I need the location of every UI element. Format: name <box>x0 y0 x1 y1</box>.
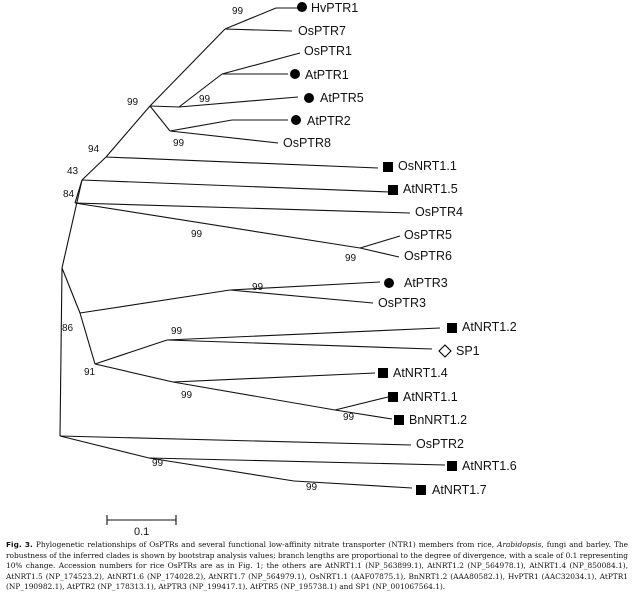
filled-circle-marker <box>297 2 307 12</box>
bootstrap-value: 99 <box>127 97 139 108</box>
leaf-label: OsPTR6 <box>404 249 452 263</box>
leaf-label: AtPTR5 <box>320 91 364 105</box>
bootstrap-value: 99 <box>181 390 193 401</box>
tree-branch <box>170 131 278 143</box>
filled-square-marker <box>378 368 388 378</box>
leaf-label: AtPTR2 <box>307 114 351 128</box>
scale-bar <box>107 515 176 525</box>
tree-branch <box>95 364 173 382</box>
filled-square-marker <box>447 323 457 333</box>
leaf-label: AtNRT1.2 <box>462 320 517 334</box>
leaf-label: OsPTR1 <box>304 44 352 58</box>
filled-circle-marker <box>290 69 300 79</box>
scale-bar-label: 0.1 <box>134 526 150 538</box>
tree-branch <box>150 29 225 106</box>
leaf-label: OsPTR7 <box>298 24 346 38</box>
bootstrap-value: 99 <box>343 412 355 423</box>
open-diamond-marker <box>439 345 451 357</box>
tree-branch <box>360 248 399 257</box>
filled-square-marker <box>416 485 426 495</box>
bootstrap-value: 99 <box>199 94 211 105</box>
bootstrap-value: 99 <box>173 138 185 149</box>
leaf-label: BnNRT1.2 <box>409 413 468 427</box>
tree-branch <box>150 106 179 107</box>
bootstrap-value: 86 <box>62 323 74 334</box>
tree-branch <box>82 157 106 180</box>
tree-branch <box>150 106 170 131</box>
filled-square-marker <box>383 162 393 172</box>
bootstrap-value: 84 <box>63 189 75 200</box>
tree-branch <box>106 157 378 168</box>
filled-circle-marker <box>291 115 301 125</box>
tree-branch <box>75 203 410 213</box>
tree-branch <box>75 180 82 203</box>
tree-branch <box>106 106 150 157</box>
bootstrap-value: 43 <box>67 166 79 177</box>
figure-caption <box>6 540 628 593</box>
bootstrap-value: 99 <box>191 229 203 240</box>
tree-branch <box>60 268 62 436</box>
filled-circle-marker <box>384 278 394 288</box>
filled-square-marker <box>394 415 404 425</box>
tree-branch <box>222 53 300 74</box>
leaf-label: OsNRT1.1 <box>398 159 457 173</box>
tree-branch <box>225 29 292 31</box>
filled-square-marker <box>447 461 457 471</box>
tree-branch <box>60 436 411 445</box>
leaf-label: AtPTR3 <box>404 276 448 290</box>
bootstrap-value: 99 <box>232 6 244 17</box>
bootstrap-value: 99 <box>252 282 264 293</box>
tree-branch <box>360 236 400 248</box>
tree-branch <box>167 328 440 340</box>
leaf-label: AtPTR1 <box>305 68 349 82</box>
tree-branch <box>179 97 298 107</box>
bootstrap-value: 91 <box>84 367 96 378</box>
tree-branch <box>170 120 232 131</box>
caption-italic: Arabidopsis <box>497 540 542 549</box>
caption-text: , fungi and barley. The robustness of the inferred clades is shown by bootstrap analysis values; branch lengths are proportional to the degree of divergence, with a scale of 0.1 representing 10% change. Accession numbers for rice OsPTRs are as in Fig. 1; the others are AtNRT1.1 (NP_563899.1), AtNRT1.2 (NP_564978.1), AtNRT1.4 (NP_850084.1), AtNRT1.5 (NP_174523.2), AtNRT1.6 (NP_174028.2), AtNRT1.7 (NP_564979.1), OsNRT1.1 (AAF07875.1), BnNRT1.2 (AAA80582.1), HvPTR1 (AAC32034.1), AtPTR1 (NP_190982.1), AtPTR2 (NP_178313.1), AtPTR3 (NP_199417.1), AtPTR5 (NP_195738.1) and SP1 (NP_001067564.1). <box>6 540 629 592</box>
leaf-label: OsPTR8 <box>283 136 331 150</box>
filled-circle-marker <box>304 93 314 103</box>
leaf-label: AtNRT1.1 <box>403 390 458 404</box>
leaf-label: AtNRT1.6 <box>462 459 517 473</box>
leaf-label: AtNRT1.5 <box>403 182 458 196</box>
tree-branches <box>60 8 445 488</box>
bootstrap-value: 94 <box>88 144 100 155</box>
filled-square-marker <box>388 392 398 402</box>
leaf-label: OsPTR2 <box>416 437 464 451</box>
tree-branch <box>167 340 432 349</box>
caption-text: Phylogenetic relationships of OsPTRs and several functional low-affinity nitrate transporter (NTR1) members from rice, <box>32 540 498 549</box>
bootstrap-value: 99 <box>306 482 318 493</box>
figure-label: Fig. 3. <box>6 540 33 549</box>
tree-branch <box>173 373 375 382</box>
leaf-label: OsPTR5 <box>404 228 452 242</box>
tree-branch <box>335 397 388 410</box>
tree-branch <box>82 180 390 192</box>
leaf-label: AtNRT1.7 <box>432 483 487 497</box>
leaf-label: OsPTR4 <box>415 205 463 219</box>
bootstrap-value: 99 <box>345 253 357 264</box>
tree-branch <box>60 436 149 458</box>
bootstrap-value: 99 <box>152 458 164 469</box>
leaf-label: AtNRT1.4 <box>393 366 448 380</box>
tree-branch <box>95 340 167 364</box>
leaf-label: SP1 <box>456 344 480 358</box>
leaf-label: HvPTR1 <box>311 1 359 15</box>
tree-branch <box>173 382 335 410</box>
tree-branch <box>149 458 445 465</box>
tree-branch <box>80 313 95 364</box>
tree-branch <box>80 290 230 313</box>
bootstrap-value: 99 <box>171 326 183 337</box>
tree-branch <box>62 268 80 313</box>
leaf-label: OsPTR3 <box>378 296 426 310</box>
filled-square-marker <box>388 185 398 195</box>
